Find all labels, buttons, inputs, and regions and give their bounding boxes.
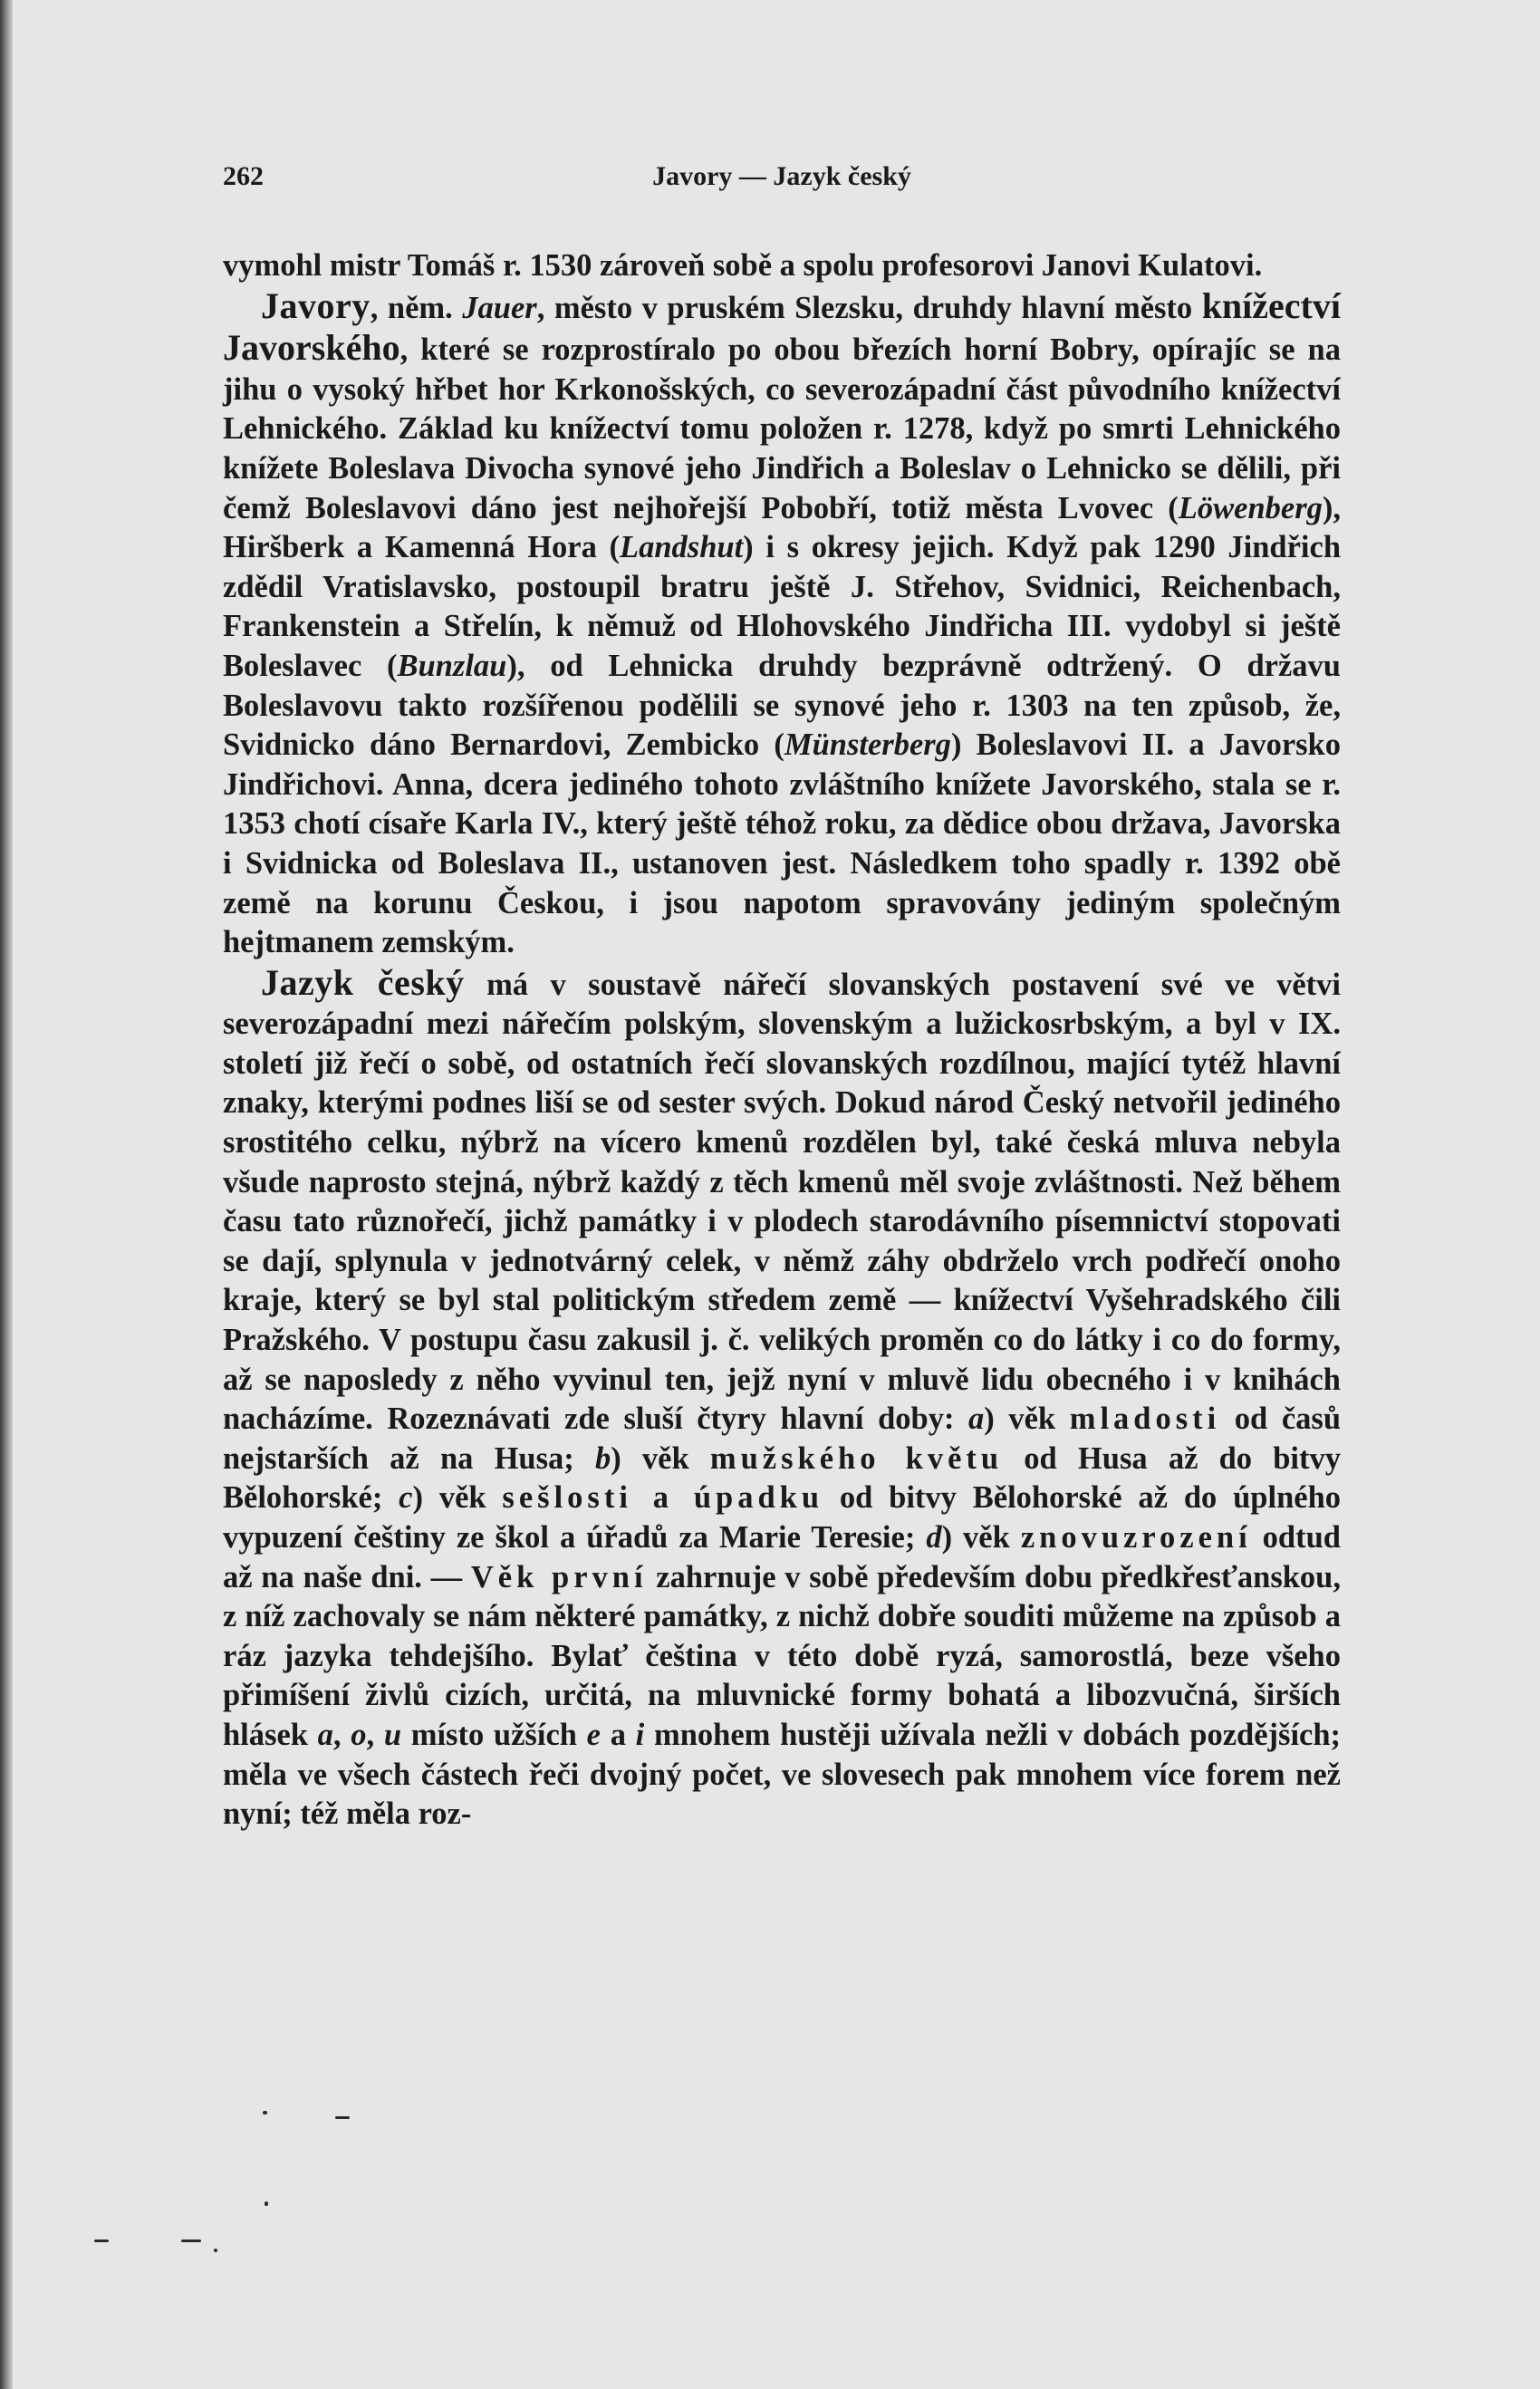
german-name: Münsterberg [784, 727, 951, 763]
spaced-term: mladosti [1069, 1402, 1221, 1437]
scan-speck [265, 2201, 268, 2206]
entry-text: , které se rozprostíralo po obou březích horní Bobry, opírajíc se na jihu o vysoký hřbet hor Krkonošských, co severozápadní část původního knížectví Lehnického. Základ ku knížectví tomu položen r. 1278, když po smrti Lehnického knížete Boleslava Divocha synové jeho Jindřich a Boleslav o Lehnicko se dělili, při čemž Boleslavovi dáno jest nejhořejší Pobobří, totiž města Lvovec ( [223, 332, 1341, 525]
scan-speck [263, 2111, 267, 2114]
page-number: 262 [223, 161, 264, 191]
entry-text: ), od Lehnicka druhdy bezprávně odtržený. O državu Boleslavovu takto rozšířenou podělili se synové jeho r. 1303 na ten způsob, že, Svidnicko dáno Bernardovi, Zembicko ( [223, 648, 1341, 763]
entry-text: ) Boleslavovi II. a Javorsko Jindřichovi. Anna, dcera jediného tohoto zvláštního knížete Javorského, stala se r. 1353 chotí císaře Karla IV., který ještě téhož roku, za dědice obou država, Javorska i Svidnicka od Boleslava II., ustanoven jest. Následkem toho spadly r. 1392 obě země na korunu Českou, i jsou napotom spravovány jediným společným hejtmanem zemským. [223, 727, 1341, 960]
entry-text: od Husa až do bitvy Bělohorské; [223, 1440, 1341, 1516]
scan-speck [181, 2240, 201, 2242]
entry-text: a [600, 1717, 636, 1752]
vowel-letter: i [635, 1717, 645, 1752]
entry-text: mnohem hustěji užívala nežli v dobách pozdějších; měla ve všech částech řeči dvojný počet, ve slovesech pak mnohem více forem než nyní; též měla roz- [223, 1717, 1342, 1832]
running-header [223, 152, 1341, 199]
spaced-term: sešlosti a úpadku [502, 1480, 824, 1516]
entry-text: , [332, 1717, 351, 1752]
entry-text: má v soustavě nářečí slovanských postavení své ve větvi severozápadní mezi nářečím polským, slovenským a lužickosrbským, a byl v IX. století již řečí o sobě, od ostatních řečí slovanských rozdílnou, mající tytéž hlavní znaky, kterými podnes liší se od sester svých. Dokud národ Český netvořil jediného srostitého celku, nýbrž na vícero kmenů rozdělen byl, také česká mluva nebyla všude naprosto stejná, nýbrž každý z těch kmenů měl svoje zvláštnosti. Než během času tato různořečí, jichž památky i v plodech starodávního písemnictví stopovati se dají, splynula v jednotvárný celek, v němž záhy obdrželo vrch podřečí onoho kraje, který se byl stal politickým středem země — knížectví Vyšehradského čili Pražského. V postupu času zakusil j. č. velikých proměn co do látky i co do formy, až se naposledy z něho vyvinul ten, jejž nyní v mluvě lidu obecného i v knihách nacházíme. Rozeznávati zde sluší čtyry hlavní doby: [223, 967, 1341, 1437]
headword-javory: Javory [261, 284, 371, 326]
vowel-letter: a [317, 1717, 333, 1752]
vowel-letter: u [383, 1717, 402, 1752]
entry-text: ) věk [984, 1402, 1070, 1437]
entry-text: ), Hiršberk a Kamenná Hora ( [223, 490, 1341, 565]
entry-text: místo užších [401, 1717, 587, 1752]
scan-speck [214, 2249, 217, 2252]
body-text [223, 246, 1341, 1835]
emphasized-term: knížectví Javorského [223, 284, 1341, 369]
entry-text: ) věk [412, 1480, 503, 1516]
entry-text: ) věk [611, 1440, 710, 1476]
scan-speck [94, 2240, 109, 2242]
entry-text: zahrnuje v sobě především dobu předkřesťanskou, z níž zachovaly se nám některé památky, z nichž dobře souditi můžeme na způsob a ráz jazyka tehdejšího. Bylať čeština v této době ryzá, samorostlá, beze všeho přimíšení živlů cizích, určitá, na mluvnické formy bohatá a libozvučná, širších hlásek [223, 1559, 1341, 1752]
german-name: Bunzlau [397, 648, 507, 683]
scan-speck [335, 2116, 350, 2119]
vowel-letter: o [351, 1717, 367, 1752]
entry-jazyk-cesky [223, 963, 1341, 1835]
spaced-term: znovuzrození [1020, 1520, 1252, 1555]
entry-text: od bitvy Bělohorské až do úplného vypuzení češtiny ze škol a úřadů za Marie Teresie; [223, 1480, 1342, 1555]
list-letter: b [594, 1440, 611, 1476]
entry-text: od časů nejstarších až na Husa; [223, 1402, 1342, 1476]
entry-text: , město v pruském Slezsku, druhdy hlavní město [536, 290, 1202, 325]
german-name: Jauer [462, 290, 537, 325]
vowel-letter: e [586, 1717, 601, 1752]
entry-text: odtud až na naše dni. — [223, 1520, 1341, 1594]
entry-text: ) věk [941, 1520, 1021, 1555]
list-letter: c [399, 1480, 413, 1516]
entry-javory [223, 286, 1341, 963]
spaced-term: Věk první [470, 1559, 648, 1594]
german-name: Landshut [620, 530, 744, 565]
page-content [223, 152, 1341, 1835]
book-spine-shadow [0, 0, 13, 2389]
paragraph-continuation: vymohl mistr Tomáš r. 1530 zároveň sobě a spolu profesorovi Janovi Kulatovi. [223, 248, 1263, 283]
headword-jazyk-cesky: Jazyk český [261, 961, 465, 1003]
spaced-term: mužského květu [709, 1440, 1004, 1476]
entry-text: , [366, 1717, 384, 1752]
entry-text: ) i s okresy jejich. Když pak 1290 Jindřich zdědil Vratislavsko, postoupil bratru ještě J. Střehov, Svidnici, Reichenbach, Frankenstein a Střelín, k němuž od Hlohovského Jindřicha III. vydobyl si ještě Boleslavec ( [223, 530, 1342, 683]
running-title: Javory — Jazyk český [652, 161, 911, 191]
entry-text: , něm. [370, 290, 463, 325]
list-letter: a [968, 1402, 985, 1437]
german-name: Löwenberg [1178, 490, 1323, 525]
list-letter: d [926, 1520, 942, 1555]
